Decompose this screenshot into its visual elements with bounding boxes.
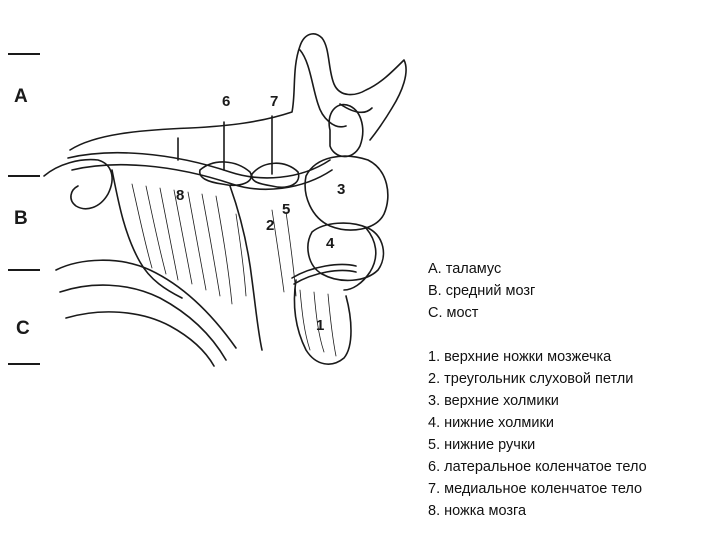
legend-item: 5. нижние ручки bbox=[428, 437, 536, 453]
marker-8: 8 bbox=[176, 187, 185, 204]
legend-item: 3. верхние холмики bbox=[428, 393, 559, 409]
marker-2: 2 bbox=[266, 217, 275, 234]
striation-line bbox=[174, 190, 192, 284]
legend-spacer bbox=[428, 324, 713, 346]
tract-curl bbox=[44, 160, 112, 209]
inferior-colliculus bbox=[308, 223, 384, 280]
legend-item: 4. нижние холмики bbox=[428, 415, 554, 431]
pineal-outline bbox=[329, 105, 363, 157]
legend bbox=[428, 258, 713, 522]
marker-1: 1 bbox=[316, 317, 325, 334]
segment-marker: B bbox=[14, 208, 28, 229]
peduncle-striations bbox=[132, 184, 336, 356]
legend-item: 2. треугольник слуховой петли bbox=[428, 371, 634, 387]
legend-segment-a: А. таламус bbox=[428, 261, 502, 277]
cerebral-peduncle bbox=[230, 186, 262, 350]
anatomy-drawing bbox=[44, 34, 406, 366]
legend-item: 1. верхние ножки мозжечка bbox=[428, 349, 612, 365]
marker-6: 6 bbox=[222, 93, 231, 110]
marker-5: 5 bbox=[282, 201, 291, 218]
legend-segment-c: С. мост bbox=[428, 305, 479, 321]
legend-item: 7. медиальное коленчатое тело bbox=[428, 481, 643, 497]
marker-7: 7 bbox=[270, 93, 279, 110]
brainstem-illustration bbox=[0, 0, 430, 380]
striation-line bbox=[132, 184, 152, 268]
marker-4: 4 bbox=[326, 235, 335, 252]
marker-3: 3 bbox=[337, 181, 346, 198]
striation-line bbox=[202, 194, 220, 296]
legend-item: 8. ножка мозга bbox=[428, 503, 527, 519]
pons-outline bbox=[56, 260, 236, 348]
thalamus-outline bbox=[70, 34, 406, 150]
segment-marker: C bbox=[16, 318, 30, 339]
striation-line bbox=[328, 294, 336, 356]
thalamus-fold bbox=[300, 50, 346, 127]
segment-marker: A bbox=[14, 86, 28, 107]
striation-line bbox=[146, 186, 166, 274]
legend-segment-b: В. средний мозг bbox=[428, 283, 536, 299]
legend-item: 6. латеральное коленчатое тело bbox=[428, 459, 647, 475]
striation-line bbox=[236, 214, 246, 296]
